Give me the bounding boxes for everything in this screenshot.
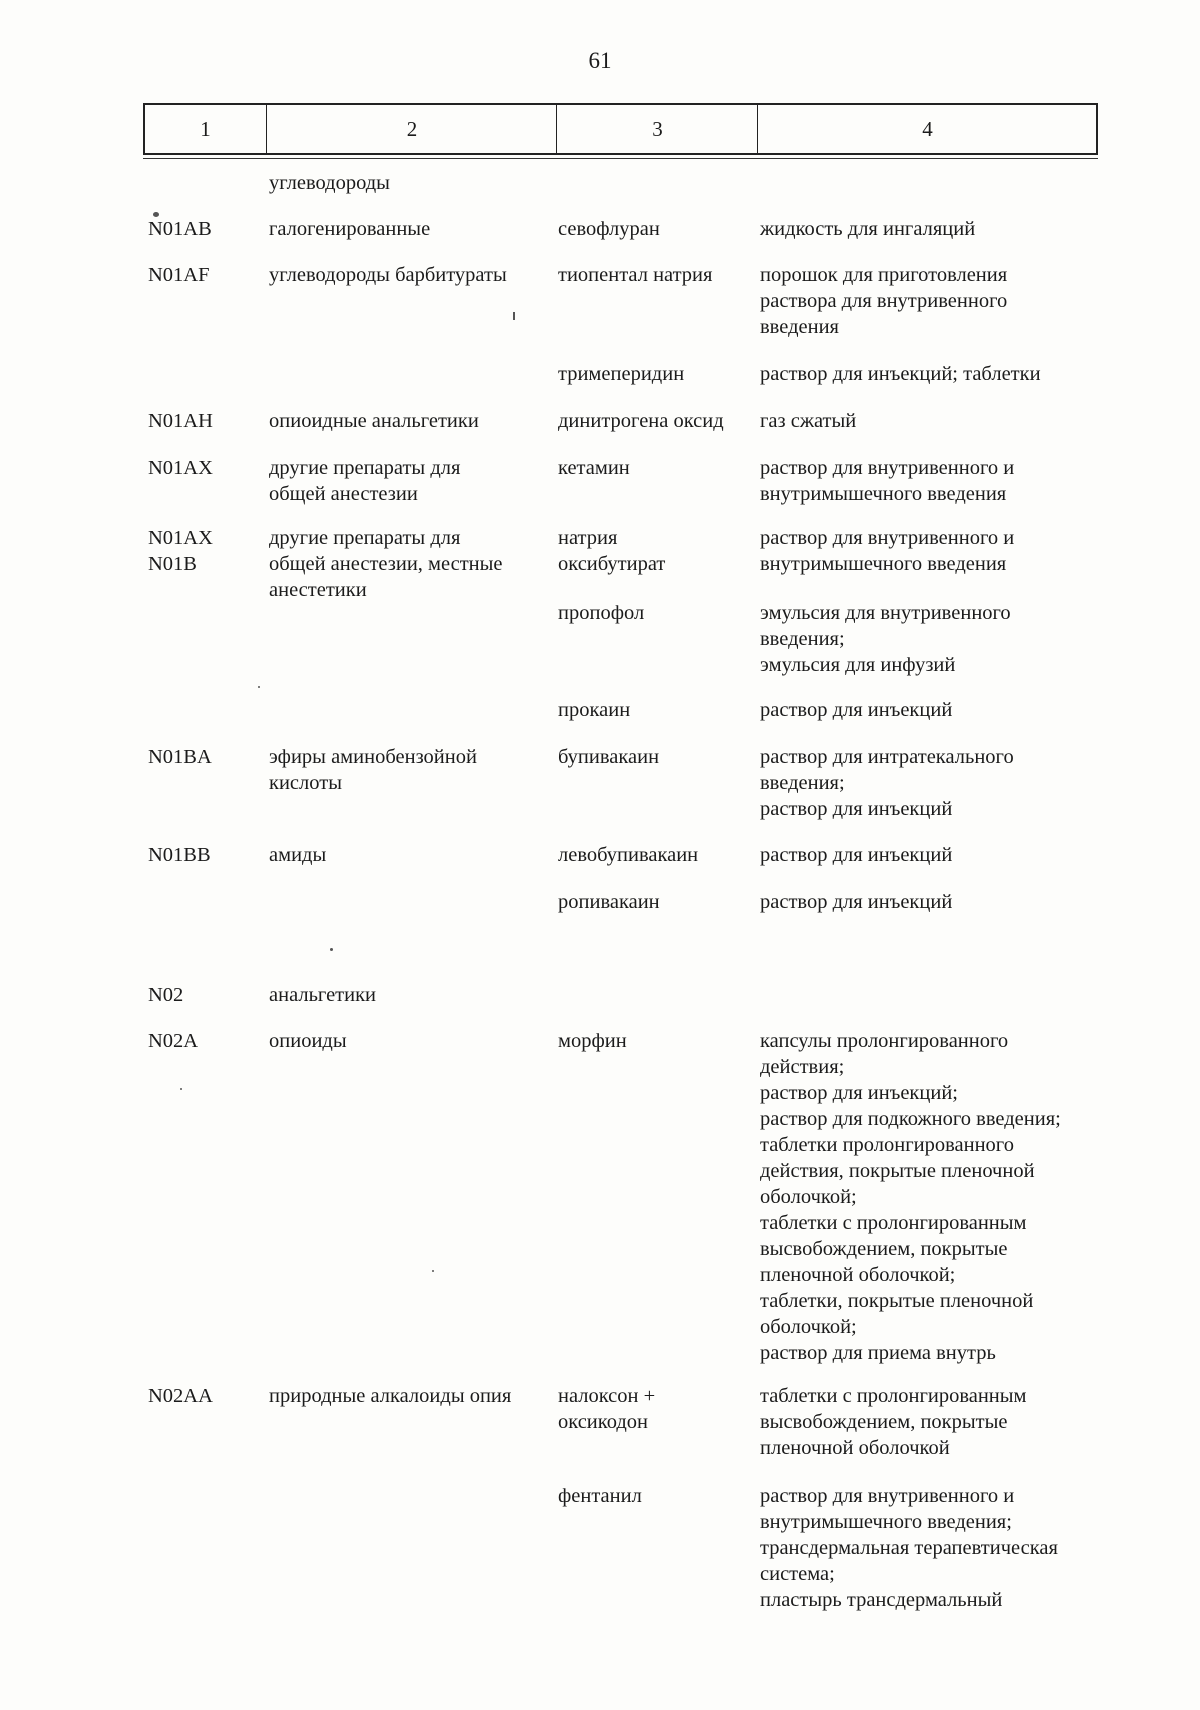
scan-speck [432, 1270, 434, 1272]
cell-form: раствор для инъекций [760, 699, 953, 721]
cell-drug: морфин [558, 1030, 627, 1052]
cell-drug: пропофол [558, 602, 645, 624]
cell-drug: ропивакаин [558, 891, 660, 913]
table-header [143, 103, 1098, 155]
cell-code: N01AH [148, 410, 213, 432]
header-cell-1: 1 [200, 117, 211, 141]
cell-group: галогенированные [269, 218, 431, 240]
cell-code: N01AX N01B [148, 527, 213, 575]
cell-drug: налоксон + оксикодон [558, 1385, 656, 1433]
cell-form: раствор для интратекального введения; раствор для инъекций [760, 746, 1014, 820]
cell-form: жидкость для ингаляций [760, 218, 976, 240]
cell-drug: тиопентал натрия [558, 264, 713, 286]
header-cell-2: 2 [266, 105, 557, 153]
scan-speck [180, 1088, 182, 1090]
cell-group: амиды [269, 844, 327, 866]
cell-drug: бупивакаин [558, 746, 660, 768]
cell-form: раствор для внутривенного и внутримышечного введения [760, 527, 1015, 575]
cell-drug: фентанил [558, 1485, 642, 1507]
cell-code: N02A [148, 1030, 199, 1052]
cell-drug: кетамин [558, 457, 630, 479]
cell-code: N02AA [148, 1385, 213, 1407]
cell-form: таблетки с пролонгированным высвобождением, покрытые пленочной оболочкой [760, 1385, 1027, 1459]
cell-drug: севофлуран [558, 218, 660, 240]
header-cell-4: 4 [757, 105, 1097, 153]
cell-code: N02 [148, 984, 184, 1006]
cell-drug: тримеперидин [558, 363, 685, 385]
scan-speck [258, 686, 260, 688]
cell-code: N01AX [148, 457, 213, 479]
cell-form: раствор для инъекций [760, 844, 953, 866]
cell-group: опиоидные анальгетики [269, 410, 479, 432]
cell-group: опиоиды [269, 1030, 347, 1052]
cell-form: эмульсия для внутривенного введения; эмульсия для инфузий [760, 602, 1011, 676]
header-cell-3: 3 [556, 105, 758, 153]
cell-form: раствор для инъекций [760, 891, 953, 913]
cell-group: углеводороды [269, 172, 390, 194]
cell-group: природные алкалоиды опия [269, 1385, 512, 1407]
cell-drug: левобупивакаин [558, 844, 699, 866]
scan-speck [330, 948, 333, 951]
cell-group: эфиры аминобензойной кислоты [269, 746, 477, 794]
cell-drug: прокаин [558, 699, 631, 721]
cell-group: анальгетики [269, 984, 377, 1006]
cell-form: раствор для внутривенного и внутримышечного введения [760, 457, 1015, 505]
scan-speck [513, 312, 515, 320]
cell-group: другие препараты для общей анестезии [269, 457, 461, 505]
header-bottom-rule [143, 158, 1098, 159]
cell-group: углеводороды барбитураты [269, 264, 507, 286]
cell-form: раствор для внутривенного и внутримышечного введения; трансдермальная терапевтическая система; пластырь трансдермальный [760, 1485, 1058, 1611]
cell-form: капсулы пролонгированного действия; раствор для инъекций; раствор для подкожного введения; таблетки пролонгированного действия, покрытые пленочной оболочкой; таблетки с пролонгированным высвобождением, покрытые пленочной оболочкой; таблетки, покрытые пленочной оболочкой; раствор для приема внутрь [760, 1030, 1061, 1364]
cell-form: порошок для приготовления раствора для внутривенного введения [760, 264, 1008, 338]
cell-form: раствор для инъекций; таблетки [760, 363, 1041, 385]
cell-code: N01BA [148, 746, 212, 768]
cell-drug: динитрогена оксид [558, 410, 724, 432]
cell-code: N01AB [148, 218, 212, 240]
cell-group: другие препараты для общей анестезии, местные анестетики [269, 527, 503, 601]
cell-code: N01AF [148, 264, 210, 286]
scan-speck [153, 212, 159, 217]
page-number: 61 [588, 48, 612, 73]
cell-form: газ сжатый [760, 410, 857, 432]
cell-drug: натрия оксибутират [558, 527, 666, 575]
cell-code: N01BB [148, 844, 211, 866]
